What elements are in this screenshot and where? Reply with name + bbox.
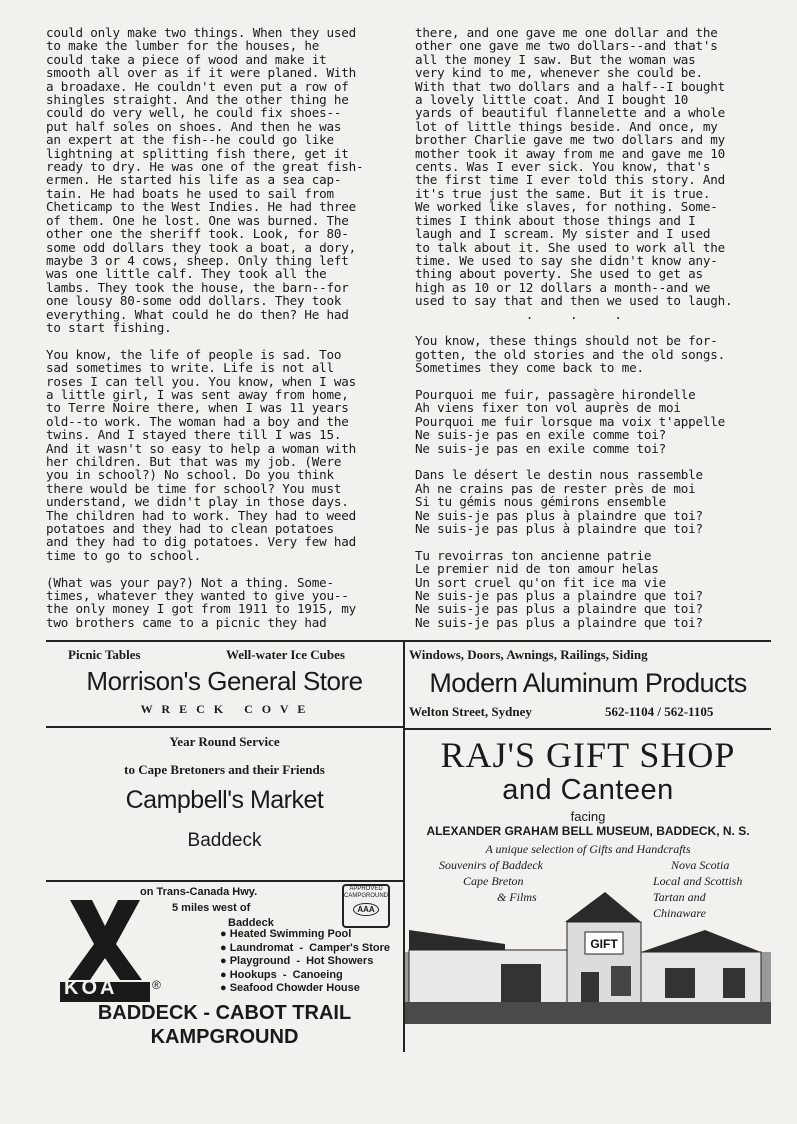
article-line: maybe 3 or 4 cows, sheep. Only thing left	[46, 252, 349, 268]
article-line: her children. But that was my job. (Were	[46, 454, 342, 469]
article-line: to talk about it. She used to work all the	[415, 239, 726, 255]
article-line	[46, 562, 363, 575]
koa-amenity-laundromat: ● Laundromat - Camper's Store	[220, 942, 390, 956]
article-line: to make the lumber for the houses, he	[46, 38, 320, 54]
article-line: sad sometimes to write. Life is not all	[46, 360, 334, 376]
article-line: Ne suis-je pas plus a plaindre que toi?	[415, 614, 703, 630]
article-line: Le premier nid de ton amour helas	[415, 561, 659, 577]
article-line: some odd dollars they took a boat, a dory,	[46, 239, 357, 255]
article-line: the first time I ever told this story. And	[415, 172, 726, 188]
article-line: times I think about those things and I	[415, 212, 696, 228]
morrison-tagline-left: Picnic Tables	[68, 647, 141, 662]
raj-museum: ALEXANDER GRAHAM BELL MUSEUM, BADDECK, N. S.	[426, 824, 750, 838]
article-line: understand, we didn't play in those days.	[46, 494, 349, 510]
article-line: We worked like slaves, for nothing. Some-	[415, 199, 718, 215]
koa-amenity-hookups: ● Hookups - Canoeing	[220, 969, 390, 983]
article-line: all the money I saw. But the woman was	[415, 51, 696, 67]
raj-china-3: Tartan and	[653, 890, 706, 904]
article-line: Tu revoirras ton ancienne patrie	[415, 547, 652, 563]
article-line: you in school?) No school. Do you think	[46, 467, 334, 483]
article-line: Ah ne crains pas de rester près de moi	[415, 480, 696, 496]
article-line: twins. And I stayed there till I was 15.	[46, 427, 342, 443]
article-line: used to say that and then we used to laugh.	[415, 293, 733, 309]
raj-shop-name: RAJ'S GIFT SHOP	[440, 735, 736, 775]
koa-amenity-pool: ● Heated Swimming Pool	[220, 928, 390, 942]
koa-aaa-badge	[342, 884, 390, 928]
article-line: lightning at splitting fish there, get it	[46, 145, 349, 161]
article-line: times, whatever they wanted to give you--	[46, 588, 349, 604]
article-line: Cheticamp to the West Indies. He had three	[46, 199, 357, 215]
article-line: shingles straight. And the other thing he	[46, 92, 349, 108]
article-line: tain. He had boats he used to sail from	[46, 185, 334, 201]
article-line: cents. Was I ever sick. You know, that's	[415, 159, 711, 175]
article-line: roses I can tell you. You know, when I was	[46, 373, 357, 389]
article-line	[415, 535, 732, 548]
article-line: potatoes and they had to clean potatoes	[46, 521, 334, 537]
koa-aaa-icon: AAA	[353, 903, 378, 916]
article-line: was one little calf. They took all the	[46, 266, 327, 282]
morrison-ad	[46, 642, 403, 726]
article-line: could do very well, he could fix shoes--	[46, 105, 342, 121]
aluminum-tagline: Windows, Doors, Awnings, Railings, Siding	[409, 647, 648, 662]
article-line: Pourquoi me fuir, passagère hirondelle	[415, 386, 696, 402]
raj-china-1: Nova Scotia	[671, 858, 730, 872]
article-line: very kind to me, whenever she could be.	[415, 65, 703, 81]
morrison-location: W R E C K C O V E	[140, 702, 309, 716]
koa-ad	[46, 882, 403, 1050]
raj-facing: facing	[570, 809, 606, 824]
article-line: You know, the life of people is sad. Too	[46, 346, 342, 362]
aluminum-phones: 562-1104 / 562-1105	[605, 704, 714, 719]
article-line: ermen. He started his life as a sea cap-	[46, 172, 342, 188]
article-line: The children had to work. They had to weed	[46, 507, 357, 523]
article-line	[415, 321, 732, 334]
article-line: Ah viens fixer ton vol auprès de moi	[415, 400, 681, 416]
aluminum-ad	[405, 642, 771, 728]
koa-name-line2: KAMPGROUND	[150, 1026, 299, 1048]
campbell-service-line: Year Round Service	[169, 734, 280, 749]
campbell-town: Baddeck	[187, 830, 262, 851]
article-line: the only money I got from 1911 to 1915, my	[46, 601, 357, 617]
raj-sign-text: GIFT	[590, 937, 618, 951]
article-line: a little girl, I was sent away from home,	[46, 386, 349, 402]
article-line: Ne suis-je pas plus a plaindre que toi?	[415, 588, 703, 604]
article-line: to Terre Noire there, when I was 11 years	[46, 400, 349, 416]
koa-amenities	[220, 928, 390, 996]
koa-badge-line2: CAMPGROUND	[344, 893, 389, 899]
koa-location-2: 5 miles west of	[172, 902, 251, 914]
article-line: it's true just the same. But it is true.	[415, 185, 711, 201]
article-line: Ne suis-je pas plus a plaindre que toi?	[415, 601, 703, 617]
article-line: With that two dollars and a half--I bought	[415, 78, 726, 94]
aluminum-address: Welton Street, Sydney	[409, 704, 532, 719]
article-line: and they had to dig potatoes. Very few had	[46, 534, 357, 550]
article-line: Ne suis-je pas plus à plaindre que toi?	[415, 521, 703, 537]
campbell-ad	[46, 728, 403, 880]
koa-name-line1: BADDECK - CABOT TRAIL	[97, 1002, 352, 1024]
article-line: there would be time for school? You must	[46, 480, 342, 496]
article-left-column	[46, 26, 363, 629]
article-line: gotten, the old stories and the old songs.	[415, 346, 726, 362]
article-line: could only make two things. When they used	[46, 25, 357, 40]
article-line: of them. One he lost. One was burned. The	[46, 212, 349, 228]
article-line: there, and one gave me one dollar and the	[415, 25, 718, 40]
article-line: old--to work. The woman had a boy and the	[46, 413, 349, 429]
article-line: one lousy 80-some odd dollars. They took	[46, 293, 342, 309]
article-line: Si tu gémis nous gémirons ensemble	[415, 494, 666, 510]
article-line: an expert at the fish--he could go like	[46, 132, 334, 148]
article-line: yards of beautiful flannelette and a whole	[415, 105, 726, 121]
article-line: time. We used to say she didn't know any-	[415, 252, 718, 268]
morrison-store-name: Morrison's General Store	[86, 666, 363, 696]
article-line: You know, these things should not be for-	[415, 333, 718, 349]
raj-souvenirs-1: Souvenirs of Baddeck	[439, 858, 543, 872]
raj-shop-photo	[405, 882, 771, 1024]
article-line: Un sort cruel qu'on fit ice ma vie	[415, 574, 666, 590]
campbell-market-name: Campbell's Market	[125, 786, 324, 814]
article-line: smooth all over as if it were planed. With	[46, 65, 357, 81]
article-line: high as 10 or 12 dollars a month--and we	[415, 279, 711, 295]
article-line	[415, 375, 732, 388]
morrison-tagline-right: Well-water Ice Cubes	[226, 647, 345, 662]
article-line: Ne suis-je pas plus à plaindre que toi?	[415, 507, 703, 523]
article-line: ready to dry. He was one of the great fish-	[46, 159, 364, 175]
article-line: time to go to school.	[46, 547, 202, 563]
raj-canteen: and Canteen	[502, 774, 674, 806]
article-line	[46, 334, 363, 347]
article-line: . . .	[415, 306, 622, 322]
koa-badge-line1: APPROVED	[349, 886, 383, 892]
raj-china-4: Chinaware	[653, 906, 706, 920]
raj-china-2: Local and Scottish	[653, 874, 743, 888]
article-line: thing about poverty. She used to get as	[415, 266, 703, 282]
article-line: other one the sheriff took. Look, for 80-	[46, 226, 349, 242]
koa-registered-mark: ®	[152, 978, 161, 992]
article-line: other one gave me two dollars--and that's	[415, 38, 718, 54]
raj-ad	[405, 730, 771, 1030]
article-right-column	[415, 26, 732, 629]
article-line: lambs. They took the house, the barn--for	[46, 279, 349, 295]
raj-souvenirs-3: & Films	[497, 890, 537, 904]
campbell-friends-line: to Cape Bretoners and their Friends	[124, 762, 325, 777]
koa-amenity-chowder: ● Seafood Chowder House	[220, 982, 390, 996]
article-line: put half soles on shoes. And then he was	[46, 118, 342, 134]
article-line: laugh and I scream. My sister and I used	[415, 226, 711, 242]
koa-location-3: Baddeck	[228, 917, 274, 929]
article-line: could take a piece of wood and make it	[46, 51, 327, 67]
article-line: Pourquoi me fuir lorsque ma voix t'appelle	[415, 413, 726, 429]
raj-tagline: A unique selection of Gifts and Handcrafts	[485, 842, 691, 856]
article-line	[415, 455, 732, 468]
article-line: Dans le désert le destin nous rassemble	[415, 467, 703, 483]
article-line: a broadaxe. He couldn't even put a row of	[46, 78, 349, 94]
article-line: Ne suis-je pas en exile comme toi?	[415, 440, 666, 456]
koa-amenity-playground: ● Playground - Hot Showers	[220, 955, 390, 969]
article-line: Sometimes they come back to me.	[415, 360, 644, 376]
article-line: Ne suis-je pas en exile comme toi?	[415, 427, 666, 443]
article-line: lot of little things beside. And once, my	[415, 118, 718, 134]
article-line: everything. What could he do then? He had	[46, 306, 349, 322]
article-line: (What was your pay?) Not a thing. Some-	[46, 574, 334, 590]
aluminum-company-name: Modern Aluminum Products	[429, 668, 747, 698]
article-line: mother took it away from me and gave me 10	[415, 145, 726, 161]
koa-logo-text: KOA	[64, 977, 118, 999]
article-line: two brothers came to a picnic they had	[46, 614, 327, 630]
article-line: a lovely little coat. And I bought 10	[415, 92, 689, 108]
raj-souvenirs-2: Cape Breton	[463, 874, 524, 888]
article-line: brother Charlie gave me two dollars and my	[415, 132, 726, 148]
koa-location-1: on Trans-Canada Hwy.	[140, 886, 258, 898]
article-line: to start fishing.	[46, 319, 172, 335]
article-line: And it wasn't so easy to help a woman with	[46, 440, 357, 456]
